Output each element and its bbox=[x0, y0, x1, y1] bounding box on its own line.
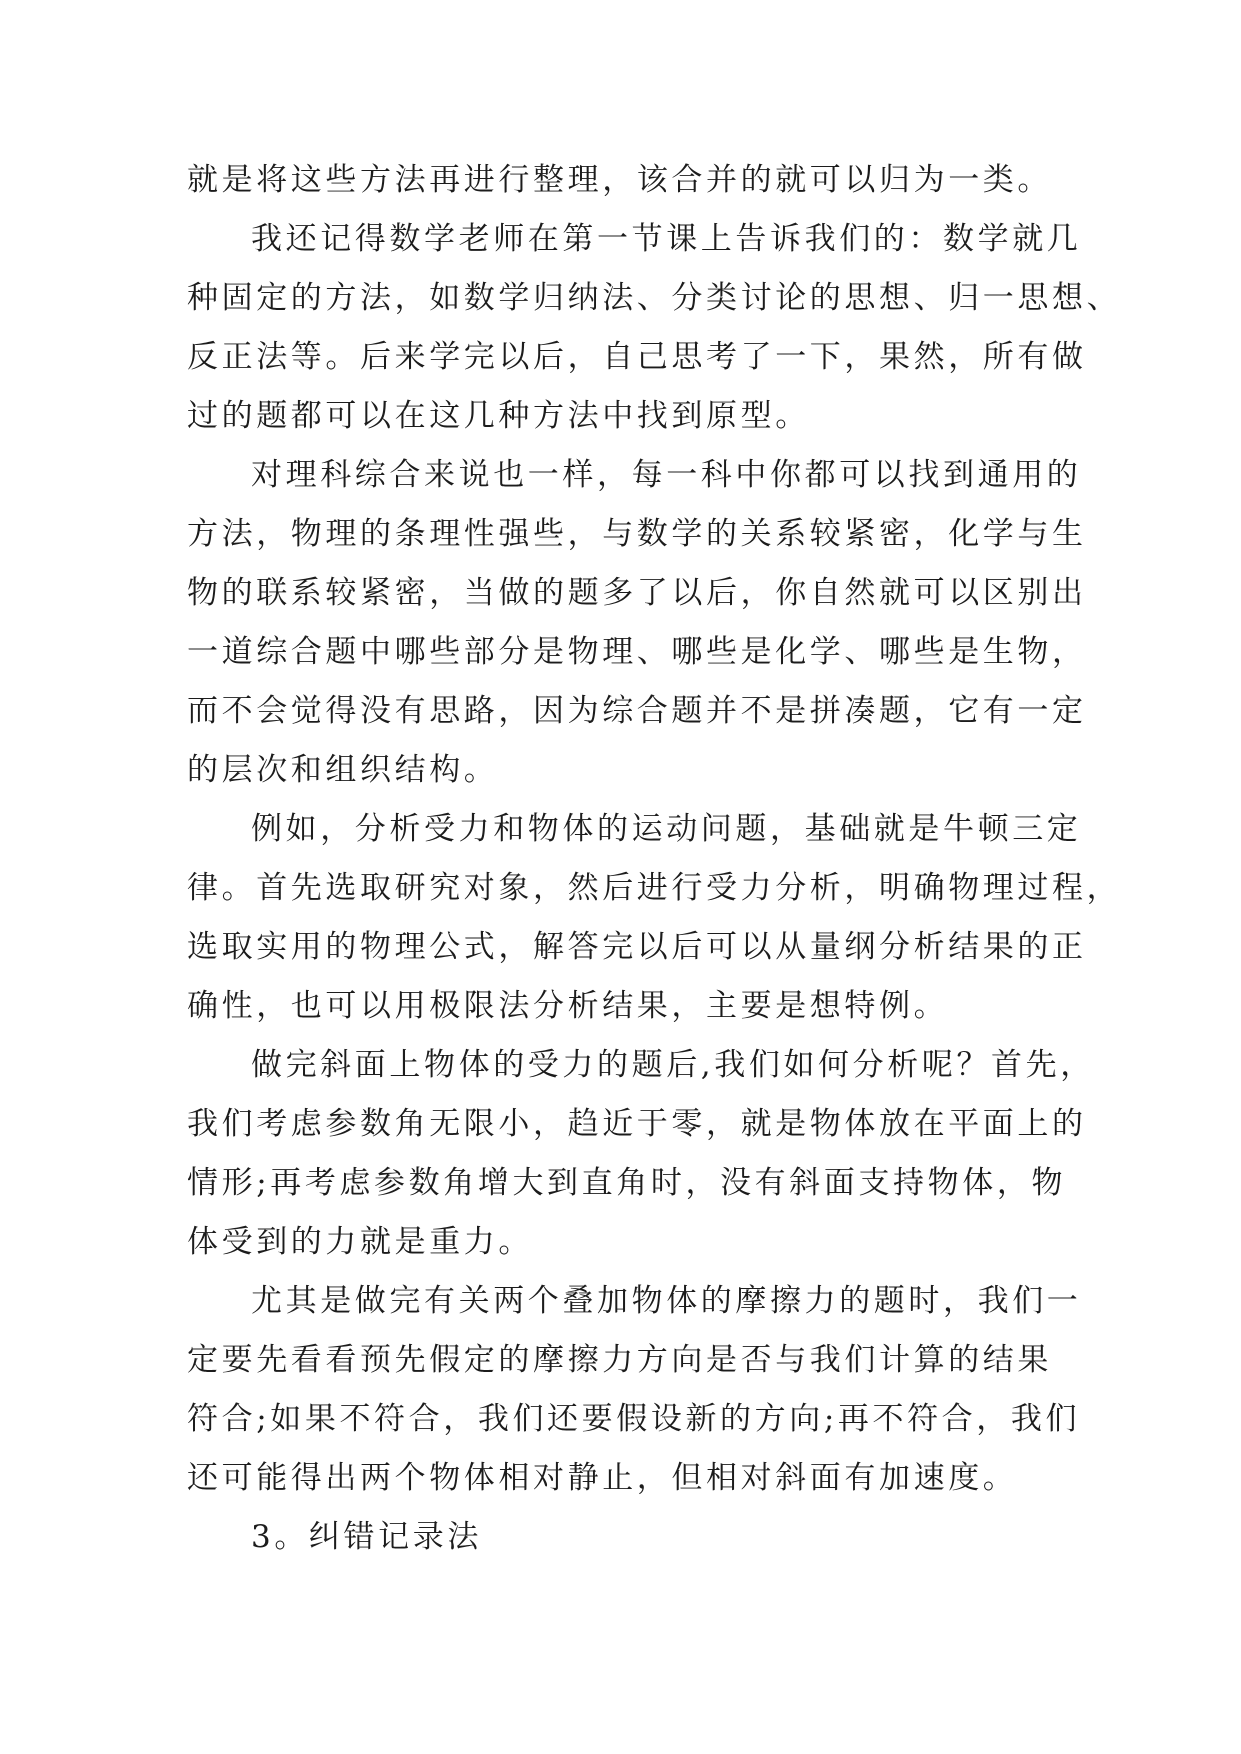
text-line: 反正法等。后来学完以后，自己思考了一下，果然，所有做 bbox=[187, 339, 1087, 375]
text-line: 选取实用的物理公式，解答完以后可以从量纲分析结果的正 bbox=[187, 929, 1087, 965]
text-line: 种固定的方法，如数学归纳法、分类讨论的思想、归一思想、 bbox=[187, 280, 1122, 316]
paragraph-first-line: 对理科综合来说也一样，每一科中你都可以找到通用的 bbox=[251, 457, 1082, 493]
text-line: 一道综合题中哪些部分是物理、哪些是化学、哪些是生物， bbox=[187, 634, 1087, 670]
text-line: 还可能得出两个物体相对静止，但相对斜面有加速度。 bbox=[187, 1460, 1018, 1496]
paragraph-first-line: 做完斜面上物体的受力的题后,我们如何分析呢？首先， bbox=[251, 1047, 1095, 1083]
paragraph-first-line: 例如，分析受力和物体的运动问题，基础就是牛顿三定 bbox=[251, 811, 1082, 847]
text-line: 就是将这些方法再进行整理，该合并的就可以归为一类。 bbox=[187, 162, 1052, 198]
text-line: 情形;再考虑参数角增大到直角时，没有斜面支持物体，物 bbox=[187, 1165, 1067, 1201]
text-line: 物的联系较紧密，当做的题多了以后，你自然就可以区别出 bbox=[187, 575, 1087, 611]
text-line: 确性，也可以用极限法分析结果，主要是想特例。 bbox=[187, 988, 949, 1024]
paragraph-first-line: 我还记得数学老师在第一节课上告诉我们的：数学就几 bbox=[251, 221, 1082, 257]
text-line: 律。首先选取研究对象，然后进行受力分析，明确物理过程， bbox=[187, 870, 1122, 906]
text-line: 体受到的力就是重力。 bbox=[187, 1224, 533, 1260]
paragraph-first-line: 尤其是做完有关两个叠加物体的摩擦力的题时，我们一 bbox=[251, 1283, 1082, 1319]
text-line: 的层次和组织结构。 bbox=[187, 752, 499, 788]
text-line: 方法，物理的条理性强些，与数学的关系较紧密，化学与生 bbox=[187, 516, 1087, 552]
text-line: 过的题都可以在这几种方法中找到原型。 bbox=[187, 398, 810, 434]
section-heading: 3。纠错记录法 bbox=[251, 1519, 482, 1555]
text-line: 我们考虑参数角无限小，趋近于零，就是物体放在平面上的 bbox=[187, 1106, 1087, 1142]
text-line: 符合;如果不符合，我们还要假设新的方向;再不符合，我们 bbox=[187, 1401, 1081, 1437]
text-line: 而不会觉得没有思路，因为综合题并不是拼凑题，它有一定 bbox=[187, 693, 1087, 729]
text-line: 定要先看看预先假定的摩擦力方向是否与我们计算的结果 bbox=[187, 1342, 1052, 1378]
